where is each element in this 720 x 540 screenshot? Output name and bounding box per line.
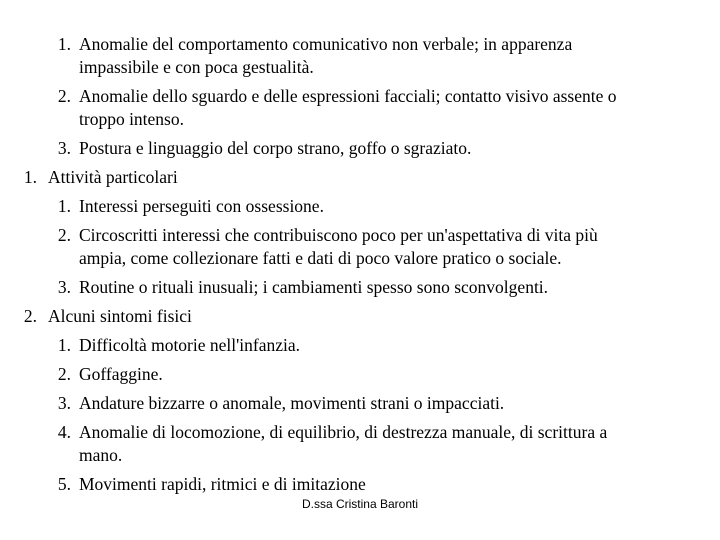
item-text: Interessi perseguiti con ossessione. [79,196,324,216]
item-text: Postura e linguaggio del corpo strano, goffo o sgraziato. [79,138,472,158]
item-text: Andature bizzarre o anomale, movimenti strani o impacciati. [79,393,505,413]
item-text: Goffaggine. [79,364,163,384]
item-number: 3. [57,393,71,413]
item-number: 2. [57,86,71,106]
footer-author: D.ssa Cristina Baronti [301,497,419,511]
item-text: Difficoltà motorie nell'infanzia. [79,335,301,355]
item-text: Routine o rituali inusuali; i cambiamenti spesso sono sconvolgenti. [79,277,549,297]
item-text: Anomalie di locomozione, di equilibrio, di destrezza manuale, di scrittura a [79,422,608,442]
item-text: Movimenti rapidi, ritmici e di imitazione [79,474,366,494]
item-text: Anomalie del comportamento comunicativo non verbale; in apparenza [79,34,573,54]
item-number: 1. [57,34,71,54]
heading-text: Alcuni sintomi fisici [48,306,192,326]
item-number: 5. [57,474,71,494]
heading-text: Attività particolari [48,167,178,187]
item-number: 1. [57,335,71,355]
item-number: 4. [57,422,71,442]
item-number: 3. [57,277,71,297]
item-text: Circoscritti interessi che contribuiscono poco per un'aspettativa di vita più [79,225,598,245]
item-number: 2. [57,225,71,245]
item-number: 1. [57,196,71,216]
item-text: ampia, come collezionare fatti e dati di poco valore pratico o sociale. [79,248,562,268]
item-text: mano. [79,445,123,465]
item-text: troppo intenso. [79,109,184,129]
item-number: 3. [57,138,71,158]
item-number: 2. [57,364,71,384]
item-text: impassibile e con poca gestualità. [79,57,314,77]
item-text: Anomalie dello sguardo e delle espressioni facciali; contatto visivo assente o [79,86,617,106]
heading-number: 2. [23,306,37,326]
heading-number: 1. [23,167,37,187]
